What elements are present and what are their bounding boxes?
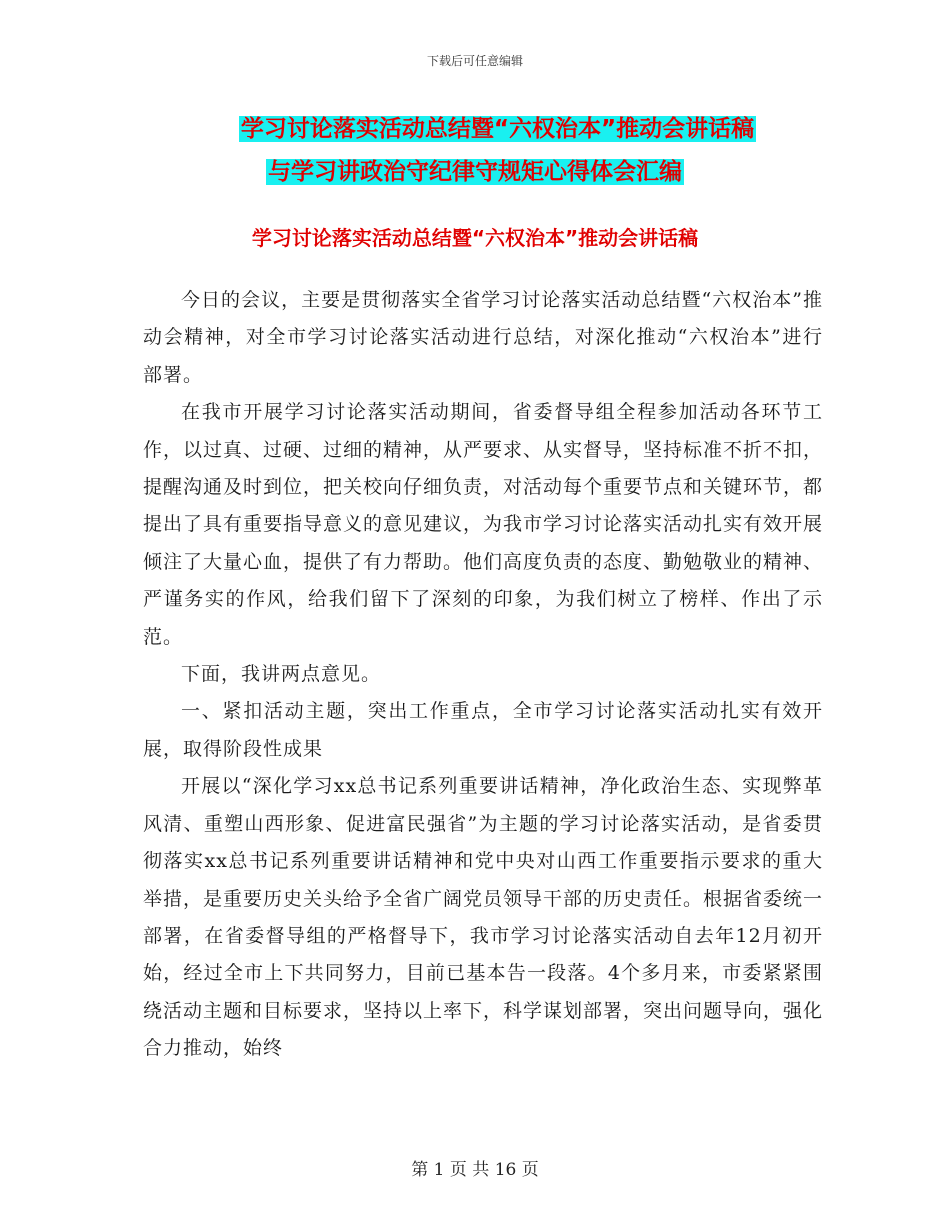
title-line-1-text: 学习讨论落实活动总结暨“六权治本”推动会讲话稿 bbox=[240, 116, 755, 142]
title-line-2-text: 与学习讲政治守纪律守规矩心得体会汇编 bbox=[268, 159, 682, 185]
document-body bbox=[143, 282, 823, 1068]
page-number: 第 1 页 共 16 页 bbox=[411, 1160, 539, 1180]
paragraph: 一、紧扣活动主题，突出工作重点，全市学习讨论落实活动扎实有效开展，取得阶段性成果 bbox=[143, 700, 823, 760]
document-title-line-1 bbox=[0, 113, 950, 145]
document-title-line-2 bbox=[0, 156, 950, 188]
paragraph: 在我市开展学习讨论落实活动期间，省委督导组全程参加活动各环节工作，以过真、过硬、过细的精神，从严要求、从实督导，坚持标准不折不扣，提醒沟通及时到位，把关校向仔细负责，对活动每个重要节点和关键环节，都提出了具有重要指导意义的意见建议，为我市学习讨论落实活动扎实有效开展倾注了大量心血，提供了有力帮助。他们高度负责的态度、勤勉敬业的精神、严谨务实的作风，给我们留下了深刻的印象，为我们树立了榜样、作出了示范。 bbox=[143, 401, 824, 648]
paragraph: 下面，我讲两点意见。 bbox=[181, 663, 382, 686]
page-header-note: 下载后可任意编辑 bbox=[426, 54, 523, 68]
paragraph: 今日的会议，主要是贯彻落实全省学习讨论落实活动总结暨“六权治本”推动会精神，对全市学习讨论落实活动进行总结，对深化推动“六权治本”进行部署。 bbox=[143, 289, 823, 386]
paragraph: 开展以“深化学习xx总书记系列重要讲话精神，净化政治生态、实现弊革风清、重塑山西形象、促进富民强省”为主题的学习讨论落实活动，是省委贯彻落实xx总书记系列重要讲话精神和党中央对山西工作重要指示要求的重大举措，是重要历史关头给予全省广阔党员领导干部的历史责任。根据省委统一部署，在省委督导组的严格督导下，我市学习讨论落实活动自去年12月初开始，经过全市上下共同努力，目前已基本告一段落。4个多月来，市委紧紧围绕活动主题和目标要求，坚持以上率下，科学谋划部署，突出问题导向，强化合力推动，始终 bbox=[143, 775, 824, 1060]
section-title: 学习讨论落实活动总结暨“六权治本”推动会讲话稿 bbox=[251, 226, 699, 250]
